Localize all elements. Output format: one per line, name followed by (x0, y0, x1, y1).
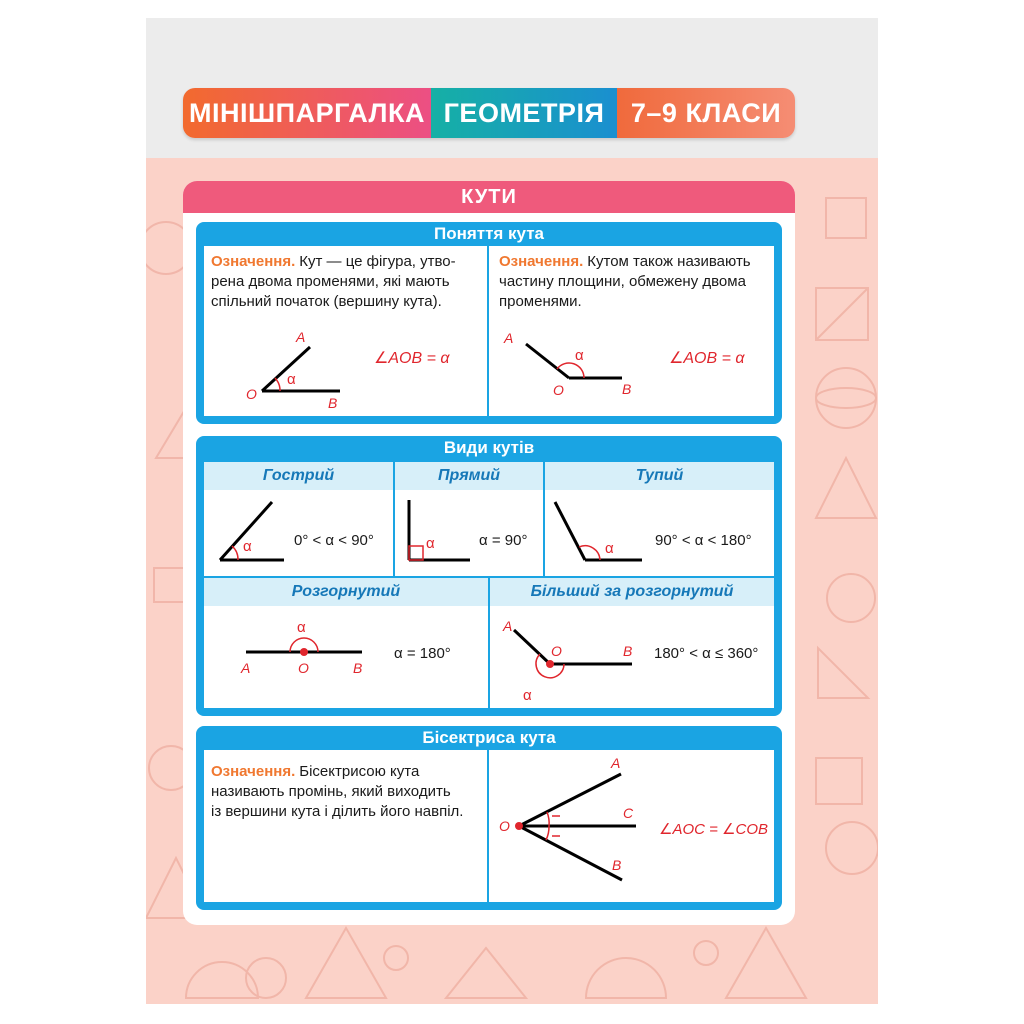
alpha-label: α (287, 371, 296, 388)
point-b-label: B (353, 660, 363, 676)
banner-grades: 7–9 КЛАСИ (617, 88, 795, 138)
obtuse-heading: Тупий (545, 462, 774, 490)
reflex-angle-figure (490, 606, 774, 708)
definition-text-line: Бісектрисою кута (299, 763, 420, 780)
kinds-panel (196, 436, 782, 716)
straight-heading: Розгорнутий (204, 578, 488, 606)
definition-label: Означення. (211, 763, 296, 780)
straight-formula: α = 180° (394, 645, 451, 662)
definition-text-line: називають промінь, який виходить (211, 783, 451, 800)
point-b-label: B (622, 381, 632, 397)
alpha-label: α (243, 538, 252, 555)
point-b-label: B (623, 643, 633, 659)
point-o-label: O (551, 643, 562, 659)
point-b-label: B (612, 857, 622, 873)
angle-figure-rays (204, 246, 487, 416)
bisector-formula: ∠AOC = ∠COB (659, 821, 768, 838)
angle-arc (275, 378, 280, 391)
definition-text-line: Кутом також називають (587, 253, 751, 270)
alpha-label: α (297, 619, 306, 636)
banner-title: МІНІШПАРГАЛКА (183, 88, 431, 138)
ray-ob (519, 826, 622, 880)
angle-arc-upper (547, 812, 549, 826)
point-o-label: O (298, 660, 309, 676)
right-angle-mark (409, 546, 423, 560)
bisector-definition (211, 762, 483, 822)
definition-label: Означення. (499, 253, 584, 270)
alpha-label: α (426, 535, 435, 552)
obtuse-angle-figure (545, 490, 774, 576)
concept-panel-body (204, 246, 774, 416)
reflex-ray-1 (514, 630, 550, 664)
concept-panel (196, 222, 782, 424)
angle-formula: ∠AOB = α (669, 350, 745, 367)
right-angle-figure (395, 490, 543, 576)
acute-angle-figure (204, 490, 393, 576)
acute-heading: Гострий (204, 462, 393, 490)
point-a-label: A (504, 330, 514, 346)
ray-oa (262, 347, 310, 391)
section-title: КУТИ (183, 181, 795, 213)
acute-arc (232, 546, 238, 560)
vertex-dot (300, 648, 308, 656)
bisector-figure (489, 750, 774, 902)
definition-text-line: рена двома променями, які мають (211, 273, 450, 290)
point-a-label: A (503, 618, 513, 634)
vertex-dot (546, 660, 554, 668)
right-formula: α = 90° (479, 532, 528, 549)
acute-formula: 0° < α < 90° (294, 532, 374, 549)
right-heading: Прямий (395, 462, 543, 490)
point-a-label: A (296, 329, 306, 345)
ray-oa (526, 344, 569, 378)
banner-subject: ГЕОМЕТРІЯ (431, 88, 617, 138)
alpha-label: α (523, 687, 532, 704)
angle-formula: ∠AOB = α (374, 350, 450, 367)
header-banner (183, 88, 795, 138)
bisector-panel-title: Бісектриса кута (422, 728, 556, 747)
point-o-label: O (553, 382, 564, 398)
point-a-label: A (241, 660, 251, 676)
concept-panel-title: Поняття кута (433, 224, 545, 243)
straight-angle-figure (204, 606, 488, 708)
obtuse-ray-1 (555, 502, 585, 560)
definition-text-line: Кут — це фігура, утво- (299, 253, 456, 270)
bisector-panel (196, 726, 782, 910)
bisector-panel-body (204, 750, 774, 902)
reflex-heading: Більший за розгорнутий (490, 578, 774, 606)
alpha-label: α (575, 347, 584, 364)
point-a-label: A (611, 755, 621, 771)
reflex-formula: 180° < α ≤ 360° (654, 645, 759, 662)
alpha-label: α (605, 540, 614, 557)
definition-label: Означення. (211, 253, 296, 270)
angle-region-figure (489, 246, 774, 416)
definition-text-line: спільний початок (вершину кута). (211, 293, 442, 310)
point-b-label: B (328, 395, 338, 411)
definition-text-line: променями. (499, 293, 582, 310)
kinds-panel-title: Види кутів (443, 438, 535, 457)
point-o-label: O (499, 818, 510, 834)
point-o-label: O (246, 386, 257, 402)
vertex-dot (515, 822, 523, 830)
definition-text-line: частину площини, обмежену двома (499, 273, 746, 290)
obtuse-formula: 90° < α < 180° (655, 532, 752, 549)
kinds-panel-body (204, 462, 774, 708)
point-c-label: C (623, 805, 634, 821)
angle-arc-lower (546, 826, 549, 840)
definition-text-line: із вершини кута і ділить його навпіл. (211, 803, 464, 820)
ray-oa (519, 774, 621, 826)
